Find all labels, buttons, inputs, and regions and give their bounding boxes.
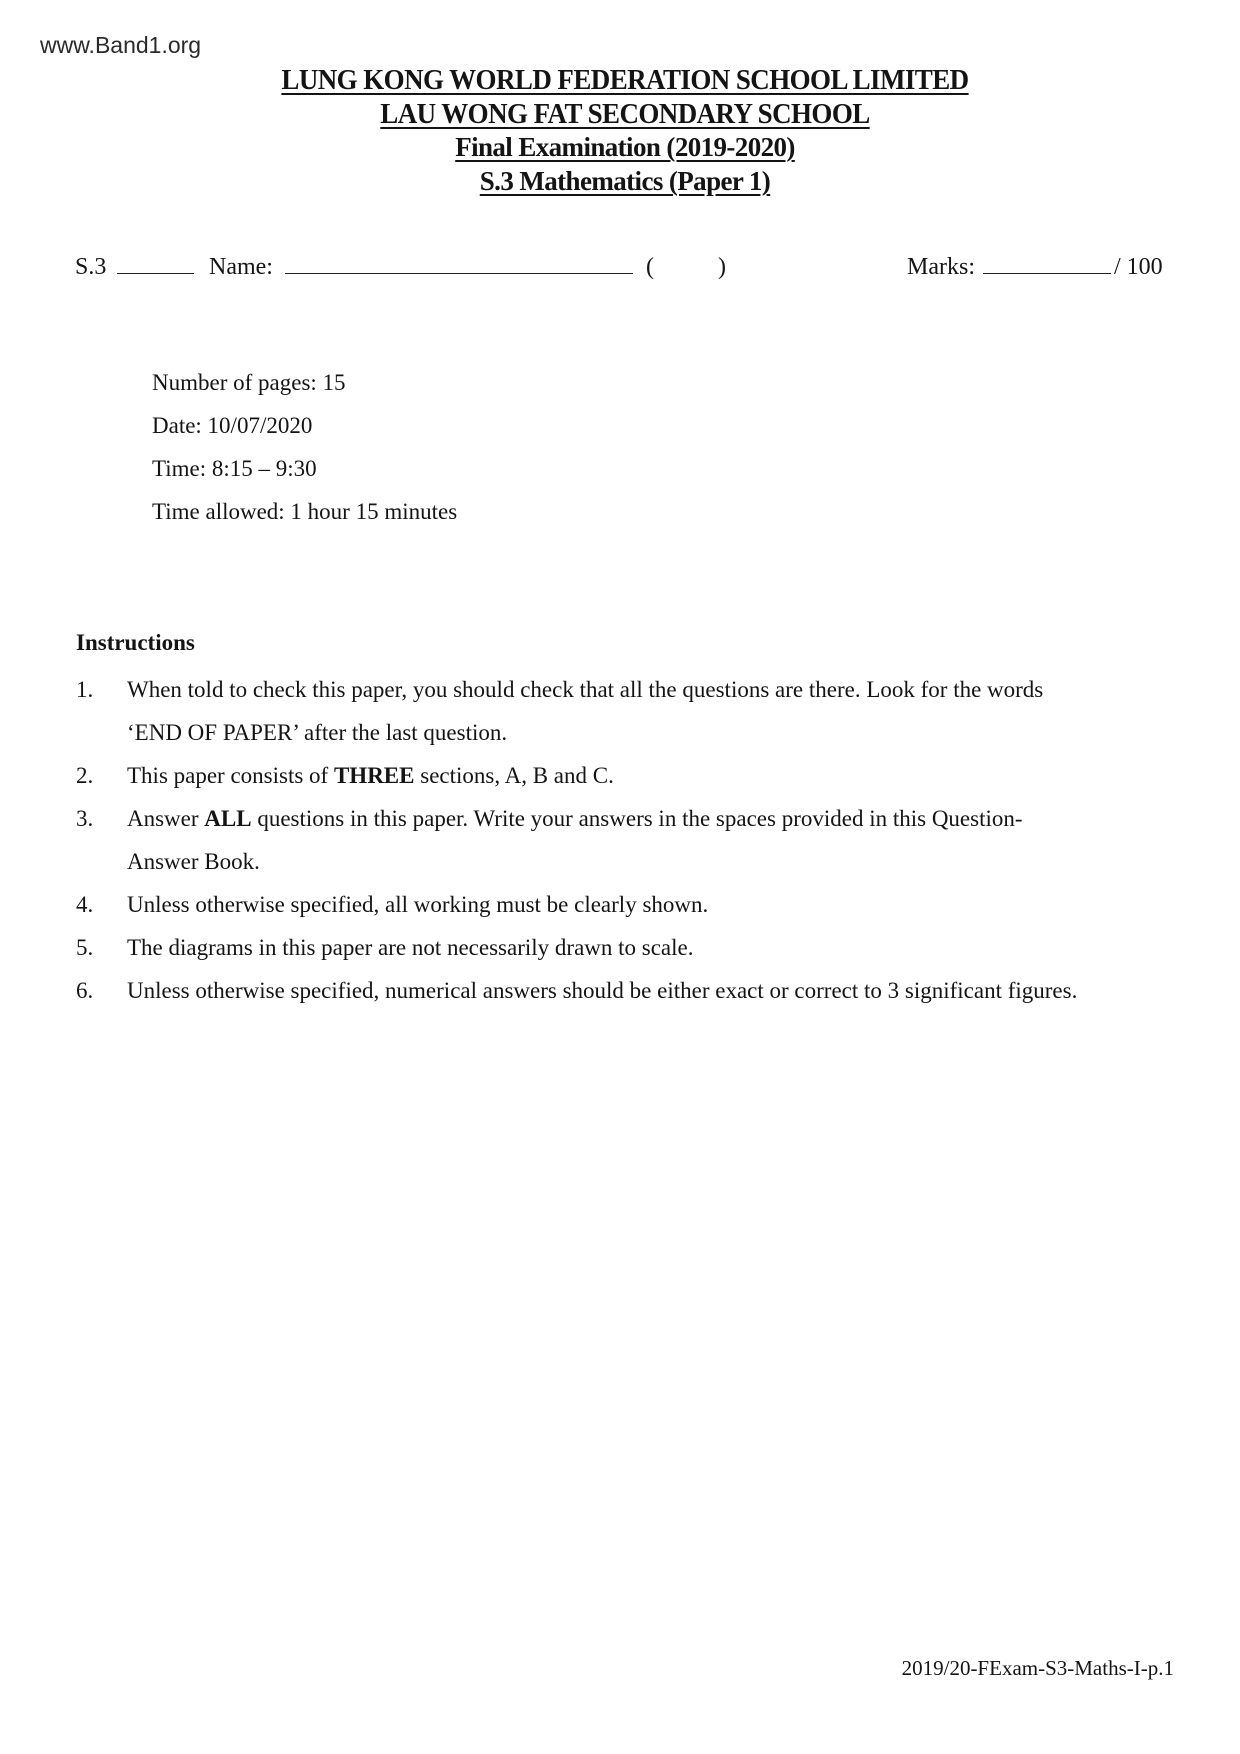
class-number-field[interactable] [690,254,720,281]
class-number-open-paren: ( [646,254,654,280]
instructions-heading: Instructions [76,630,195,655]
item-text-bold: THREE [333,763,415,788]
instruction-item-4 [76,892,708,918]
marks-label: Marks: [907,254,975,280]
name-field[interactable] [285,254,633,281]
item-text: Unless otherwise specified, all working must be clearly shown. [127,892,709,917]
school-subname [44,98,1207,131]
item-text-pre: This paper consists of [127,763,334,788]
exam-date: Date: 10/07/2020 [152,413,313,438]
item-text: Unless otherwise specified, numerical answers should be either exact or correct to 3 significant figures. [127,978,1078,1003]
page-footer: 2019/20-FExam-S3-Maths-I-p.1 [901,1656,1174,1680]
name-label: Name: [209,254,273,280]
exam-time: Time: 8:15 – 9:30 [152,456,317,481]
class-number-close-paren: ) [718,254,726,280]
instruction-item-6 [76,978,1077,1004]
instruction-item-3-cont: Answer Book. [127,849,260,874]
item-text-pre: Answer [127,806,205,831]
item-text-post: sections, A, B and C. [414,763,614,788]
pages-count: Number of pages: 15 [152,370,346,395]
paper-title-text: S.3 Mathematics (Paper 1) [479,166,771,196]
watermark: www.Band1.org [40,32,202,58]
item-number: 1. [76,677,94,702]
instruction-item-2 [76,763,614,789]
marks-field[interactable] [983,254,1111,281]
item-number: 4. [76,892,94,917]
time-allowed: Time allowed: 1 hour 15 minutes [152,499,458,524]
instruction-item-1-cont: ‘END OF PAPER’ after the last question. [127,720,508,745]
item-number: 6. [76,978,94,1003]
item-text: When told to check this paper, you should check that all the questions are there. Look for the words [127,677,1044,702]
item-text: The diagrams in this paper are not necessarily drawn to scale. [127,935,694,960]
marks-total: / 100 [1114,254,1163,280]
class-label: S.3 [75,254,107,280]
exam-title [0,132,1240,163]
instruction-item-1 [76,677,1043,703]
item-text-bold: ALL [204,806,252,831]
item-number: 3. [76,806,94,831]
school-subname-text: LAU WONG FAT SECONDARY SCHOOL [380,98,870,130]
exam-title-text: Final Examination (2019-2020) [455,132,795,162]
item-number: 2. [76,763,94,788]
instruction-item-5 [76,935,694,961]
paper-title [0,166,1240,197]
school-name [44,64,1207,97]
item-text-post: questions in this paper. Write your answers in the spaces provided in this Question- [251,806,1023,831]
instruction-item-3 [76,806,1023,832]
school-name-text: LUNG KONG WORLD FEDERATION SCHOOL LIMITED [281,64,969,96]
item-number: 5. [76,935,94,960]
class-field[interactable] [117,254,194,281]
